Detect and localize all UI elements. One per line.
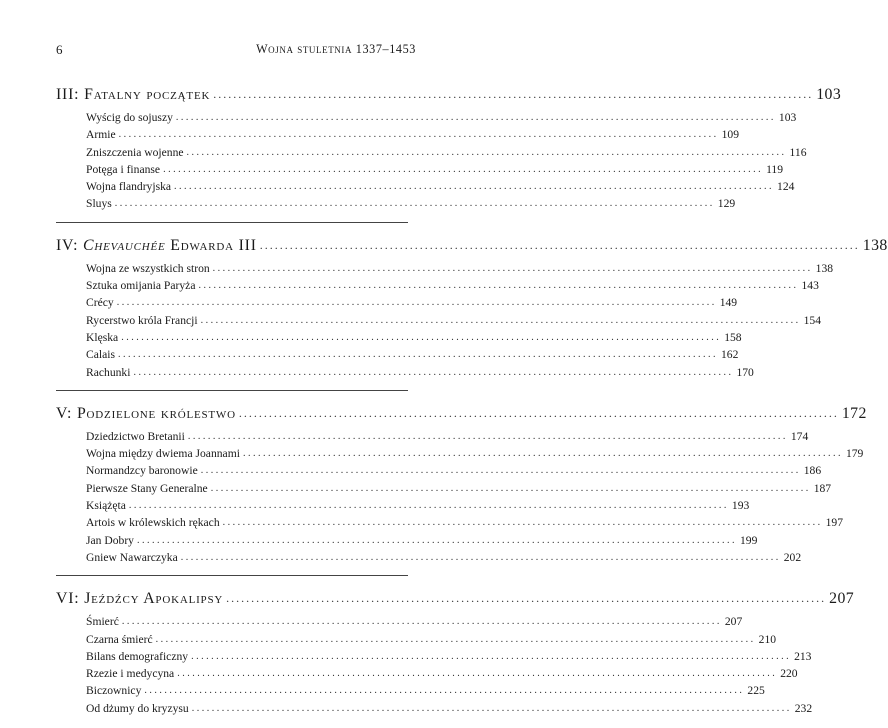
chapter-divider bbox=[56, 390, 408, 391]
entry-title: Crécy bbox=[86, 296, 114, 310]
running-title: Wojna stuletnia 1337–1453 bbox=[256, 42, 416, 56]
chapter-3 bbox=[56, 83, 842, 223]
chapter-divider bbox=[56, 575, 408, 576]
chapter-title-italic: Chevauchée bbox=[83, 236, 166, 254]
toc-entry bbox=[56, 631, 777, 648]
page-header bbox=[56, 42, 416, 60]
entry-title: Zniszczenia wojenne bbox=[86, 145, 184, 159]
toc-entry bbox=[56, 109, 797, 126]
entry-page-number: 220 bbox=[780, 667, 798, 681]
chapter-4 bbox=[56, 234, 888, 391]
entry-title: Normandzcy baronowie bbox=[86, 464, 198, 478]
chapter-title bbox=[56, 234, 257, 258]
entry-page-number: 207 bbox=[724, 615, 743, 629]
entry-title: Biczownicy bbox=[86, 684, 142, 698]
toc-entry bbox=[56, 161, 784, 178]
entry-title: Rachunki bbox=[86, 365, 131, 379]
dot-leader: ........................................................................................................................ bbox=[242, 448, 843, 460]
entry-title: Śmierć bbox=[86, 615, 119, 629]
toc-entry bbox=[56, 532, 758, 549]
toc-entry bbox=[56, 665, 798, 682]
dot-leader: ........................................................................................................................ bbox=[180, 551, 781, 563]
entry-page-number: 232 bbox=[794, 701, 813, 715]
dot-leader: ........................................................................................................................ bbox=[144, 685, 745, 697]
toc-entry bbox=[56, 480, 832, 497]
toc-entry bbox=[56, 260, 834, 277]
dot-leader: ........................................................................................................................ bbox=[136, 534, 737, 546]
entry-title: Pierwsze Stany Generalne bbox=[86, 481, 208, 495]
toc-entry bbox=[56, 445, 864, 462]
entry-page-number: 129 bbox=[717, 197, 736, 211]
chapter-title: III: Fatalny początek bbox=[56, 86, 211, 103]
entry-title: Wyścig do sojuszy bbox=[86, 111, 173, 124]
toc-entry bbox=[56, 329, 742, 346]
toc-entry bbox=[56, 294, 738, 311]
entry-title: Potęga i finanse bbox=[86, 162, 161, 176]
chapter-title-suffix: Edwarda III bbox=[165, 236, 257, 254]
entry-page-number: 109 bbox=[721, 128, 740, 142]
dot-leader: ........................................................................................................................ bbox=[191, 650, 792, 662]
entry-page-number: 154 bbox=[803, 313, 821, 327]
entry-page-number: 124 bbox=[777, 180, 795, 194]
dot-leader: ........................................................................................................................ bbox=[226, 591, 827, 606]
entry-title: Rzezie i medycyna bbox=[86, 667, 175, 681]
dot-leader: ........................................................................................................................ bbox=[187, 430, 788, 442]
dot-leader: ........................................................................................................................ bbox=[259, 237, 860, 252]
entry-title: Artois w królewskich rękach bbox=[86, 516, 220, 530]
chapter-5 bbox=[56, 402, 867, 576]
dot-leader: ........................................................................................................................ bbox=[238, 405, 839, 420]
chapter-6 bbox=[56, 587, 855, 717]
entry-page-number: 138 bbox=[815, 261, 834, 275]
dot-leader: ........................................................................................................................ bbox=[121, 331, 722, 343]
entry-page-number: 202 bbox=[783, 550, 802, 564]
chapter-page-number: 207 bbox=[829, 590, 855, 608]
dot-leader: ........................................................................................................................ bbox=[212, 262, 813, 274]
dot-leader: ........................................................................................................................ bbox=[116, 297, 717, 309]
entry-page-number: 210 bbox=[758, 632, 777, 646]
toc-entry bbox=[56, 178, 795, 195]
entry-page-number: 103 bbox=[778, 111, 797, 124]
dot-leader: ........................................................................................................................ bbox=[133, 366, 734, 378]
toc-entry bbox=[56, 613, 743, 630]
chapter-heading bbox=[56, 402, 867, 428]
entry-page-number: 187 bbox=[813, 481, 832, 495]
dot-leader: ........................................................................................................................ bbox=[200, 465, 801, 477]
entry-title: Książęta bbox=[86, 499, 126, 513]
entry-title: Czarna śmierć bbox=[86, 632, 153, 646]
dot-leader: ........................................................................................................................ bbox=[177, 668, 778, 680]
dot-leader: ........................................................................................................................ bbox=[222, 517, 823, 529]
dot-leader: ........................................................................................................................ bbox=[163, 163, 764, 175]
entry-page-number: 162 bbox=[720, 348, 739, 362]
dot-leader: ........................................................................................................................ bbox=[114, 198, 715, 210]
entry-page-number: 116 bbox=[789, 145, 807, 159]
toc-entry bbox=[56, 428, 809, 445]
dot-leader: ........................................................................................................................ bbox=[200, 314, 801, 326]
entry-page-number: 174 bbox=[790, 429, 809, 443]
toc-entry bbox=[56, 514, 844, 531]
toc-entry bbox=[56, 648, 812, 665]
entry-page-number: 170 bbox=[736, 365, 754, 379]
dot-leader: ........................................................................................................................ bbox=[128, 500, 729, 512]
toc-entry bbox=[56, 364, 754, 381]
entry-page-number: 119 bbox=[766, 162, 784, 176]
entry-title: Dziedzictwo Bretanii bbox=[86, 429, 185, 443]
entry-title: Gniew Nawarczyka bbox=[86, 550, 178, 564]
chapter-title-prefix: IV: bbox=[56, 236, 84, 254]
dot-leader: ........................................................................................................................ bbox=[186, 146, 787, 158]
entry-page-number: 143 bbox=[801, 279, 819, 293]
entry-title: Calais bbox=[86, 348, 115, 362]
toc-entry bbox=[56, 312, 821, 329]
chapter-page-number: 138 bbox=[862, 236, 888, 254]
entry-title: Rycerstwo króla Francji bbox=[86, 313, 198, 327]
toc-entry bbox=[56, 277, 819, 294]
entry-title: Sztuka omijania Paryża bbox=[86, 279, 196, 293]
entry-title: Wojna między dwiema Joannami bbox=[86, 447, 240, 461]
entry-page-number: 193 bbox=[731, 499, 750, 513]
entry-page-number: 149 bbox=[719, 296, 738, 310]
chapter-title: VI: Jeźdźcy Apokalipsy bbox=[56, 590, 224, 608]
toc-entry bbox=[56, 462, 822, 479]
entry-page-number: 213 bbox=[794, 649, 812, 663]
dot-leader: ........................................................................................................................ bbox=[191, 702, 792, 714]
entry-title: Od dżumy do kryzysu bbox=[86, 701, 189, 715]
toc-entry bbox=[56, 346, 739, 363]
chapter-divider bbox=[56, 222, 408, 223]
entry-page-number: 199 bbox=[739, 533, 758, 547]
dot-leader: ........................................................................................................................ bbox=[155, 633, 756, 645]
toc-entry bbox=[56, 682, 765, 699]
dot-leader: ........................................................................................................................ bbox=[175, 112, 776, 123]
entry-page-number: 158 bbox=[724, 330, 742, 344]
chapter-title: V: Podzielone królestwo bbox=[56, 404, 236, 422]
dot-leader: ........................................................................................................................ bbox=[121, 616, 722, 628]
dot-leader: ........................................................................................................................ bbox=[117, 349, 718, 361]
toc-entry bbox=[56, 549, 802, 566]
toc-entry bbox=[56, 144, 807, 161]
chapter-heading bbox=[56, 234, 888, 260]
chapter-page-number: 103 bbox=[816, 86, 842, 103]
entry-title: Sluys bbox=[86, 197, 112, 211]
entry-page-number: 186 bbox=[803, 464, 822, 478]
entry-page-number: 225 bbox=[747, 684, 765, 698]
entry-title: Klęska bbox=[86, 330, 119, 344]
entry-title: Jan Dobry bbox=[86, 533, 134, 547]
toc-entry bbox=[56, 195, 736, 212]
dot-leader: ........................................................................................................................ bbox=[210, 482, 811, 494]
entry-page-number: 179 bbox=[845, 447, 864, 461]
chapter-heading bbox=[56, 83, 842, 109]
page-number: 6 bbox=[56, 42, 63, 57]
entry-title: Bilans demograficzny bbox=[86, 649, 189, 663]
chapter-heading bbox=[56, 587, 855, 613]
entry-title: Armie bbox=[86, 128, 116, 142]
dot-leader: ........................................................................................................................ bbox=[174, 181, 775, 193]
dot-leader: ........................................................................................................................ bbox=[213, 87, 814, 101]
toc-entry bbox=[56, 700, 813, 717]
dot-leader: ........................................................................................................................ bbox=[198, 280, 799, 292]
entry-title: Wojna flandryjska bbox=[86, 180, 172, 194]
table-of-contents bbox=[56, 83, 888, 717]
chapter-page-number: 172 bbox=[841, 404, 867, 422]
toc-entry bbox=[56, 126, 740, 143]
entry-page-number: 197 bbox=[825, 516, 844, 530]
dot-leader: ........................................................................................................................ bbox=[118, 129, 719, 141]
entry-title: Wojna ze wszystkich stron bbox=[86, 261, 210, 275]
toc-entry bbox=[56, 497, 750, 514]
